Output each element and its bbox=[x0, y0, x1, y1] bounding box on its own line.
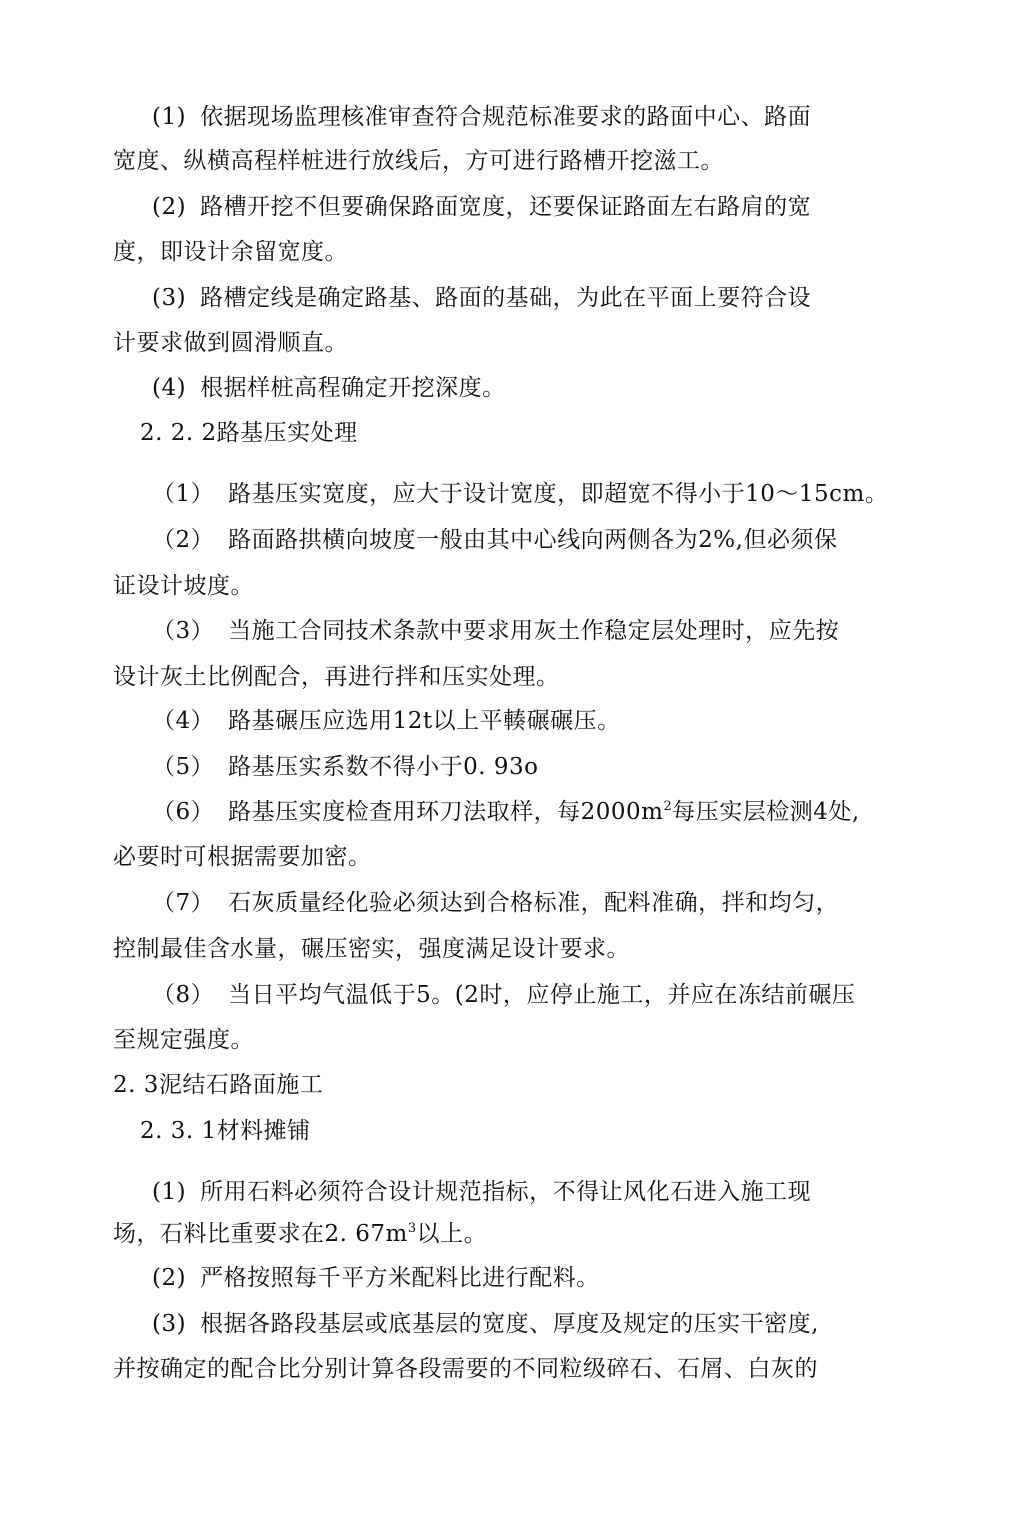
item-number: （6） bbox=[152, 799, 215, 825]
item-number: (1) bbox=[152, 1179, 187, 1205]
line-text: 当施工合同技术条款中要求用灰土作稳定层处理时，应先按 bbox=[228, 618, 840, 644]
line-text: 路基压实度检查用环刀法取样，每2000m bbox=[228, 799, 664, 825]
item-number: （2） bbox=[152, 527, 215, 553]
paragraph-line bbox=[0, 706, 1024, 736]
subsection-heading bbox=[0, 1116, 1024, 1146]
line-text: 控制最佳含水量，碾压密实，强度满足设计要求。 bbox=[113, 936, 630, 962]
line-text: 路基压实宽度，应大于设计宽度，即超宽不得小于10～15cm。 bbox=[228, 481, 889, 507]
paragraph-line bbox=[0, 328, 1024, 358]
item-number: (4) bbox=[152, 375, 187, 401]
paragraph-line bbox=[0, 752, 1024, 782]
section-heading bbox=[0, 1070, 1024, 1100]
paragraph-line bbox=[0, 102, 1024, 132]
line-text: 依据现场监理核准审查符合规范标准要求的路面中心、路面 bbox=[200, 104, 812, 130]
item-number: (3) bbox=[152, 285, 187, 311]
paragraph-line bbox=[0, 237, 1024, 267]
line-text: 根据样桩高程确定开挖深度。 bbox=[200, 375, 506, 401]
paragraph-line bbox=[0, 479, 1024, 509]
paragraph-line bbox=[0, 616, 1024, 646]
line-text: 路基压实系数不得小于0. 93o bbox=[228, 754, 539, 780]
line-text: 严格按照每千平方米配料比进行配料。 bbox=[200, 1265, 600, 1291]
paragraph-line bbox=[0, 1263, 1024, 1293]
paragraph-line bbox=[0, 842, 1024, 872]
line-text: 当日平均气温低于5。(2时，应停止施工，并应在冻结前碾压 bbox=[228, 982, 856, 1008]
line-text: 根据各路段基层或底基层的宽度、厚度及规定的压实干密度, bbox=[200, 1311, 819, 1337]
line-text: 至规定强度。 bbox=[113, 1027, 254, 1053]
item-number: (2) bbox=[152, 1265, 187, 1291]
subsection-heading bbox=[0, 418, 1024, 448]
line-text: 设计灰土比例配合，再进行拌和压实处理。 bbox=[113, 664, 560, 690]
item-number: （1） bbox=[152, 481, 215, 507]
paragraph-line bbox=[0, 888, 1024, 918]
paragraph-line bbox=[0, 980, 1024, 1010]
item-number: （5） bbox=[152, 754, 215, 780]
heading-text: 2. 3泥结石路面施工 bbox=[113, 1072, 324, 1098]
item-number: （8） bbox=[152, 982, 215, 1008]
line-text: 度，即设计余留宽度。 bbox=[113, 239, 348, 265]
paragraph-line bbox=[0, 934, 1024, 964]
paragraph-line bbox=[0, 192, 1024, 222]
paragraph-line bbox=[0, 1309, 1024, 1339]
line-text: 宽度、纵横高程样桩进行放线后，方可进行路槽开挖滋工。 bbox=[113, 148, 724, 174]
item-number: (3) bbox=[152, 1311, 187, 1337]
line-text: 路面路拱横向坡度一般由其中心线向两侧各为2%,但必须保 bbox=[228, 527, 838, 553]
line-text: 路槽开挖不但要确保路面宽度，还要保证路面左右路肩的宽 bbox=[200, 194, 812, 220]
line-text: 证设计坡度。 bbox=[113, 573, 254, 599]
paragraph-line bbox=[0, 1354, 1024, 1384]
paragraph-line bbox=[0, 146, 1024, 176]
paragraph-line bbox=[0, 283, 1024, 313]
paragraph-line bbox=[0, 1025, 1024, 1055]
paragraph-line bbox=[0, 662, 1024, 692]
paragraph-line bbox=[0, 373, 1024, 403]
line-text: 计要求做到圆滑顺直。 bbox=[113, 330, 348, 356]
superscript: 3 bbox=[407, 1221, 417, 1236]
heading-text: 2. 3. 1材料摊铺 bbox=[140, 1118, 311, 1144]
paragraph-line bbox=[0, 1219, 1024, 1249]
item-number: （4） bbox=[152, 708, 215, 734]
line-text: 必要时可根据需要加密。 bbox=[113, 844, 372, 870]
item-number: （3） bbox=[152, 618, 215, 644]
line-text: 石灰质量经化验必须达到合格标准，配料准确，拌和均匀， bbox=[228, 890, 840, 916]
line-text: 以上。 bbox=[416, 1221, 488, 1247]
line-text: 路基碾压应选用12t以上平輳碾碾压。 bbox=[228, 708, 621, 734]
paragraph-line bbox=[0, 1177, 1024, 1207]
superscript: 2 bbox=[663, 799, 673, 814]
line-text: 并按确定的配合比分别计算各段需要的不同粒级碎石、石屑、白灰的 bbox=[113, 1356, 818, 1382]
item-number: （7） bbox=[152, 890, 215, 916]
paragraph-line bbox=[0, 797, 1024, 827]
line-text: 每压实层检测4处, bbox=[672, 799, 860, 825]
item-number: (1) bbox=[152, 104, 187, 130]
line-text: 所用石料必须符合设计规范指标，不得让风化石进入施工现 bbox=[200, 1179, 812, 1205]
paragraph-line bbox=[0, 571, 1024, 601]
paragraph-line bbox=[0, 525, 1024, 555]
line-text: 路槽定线是确定路基、路面的基础，为此在平面上要符合设 bbox=[200, 285, 812, 311]
line-text: 场，石料比重要求在2. 67m bbox=[113, 1221, 408, 1247]
heading-text: 2. 2. 2路基压实处理 bbox=[140, 420, 358, 446]
item-number: (2) bbox=[152, 194, 187, 220]
